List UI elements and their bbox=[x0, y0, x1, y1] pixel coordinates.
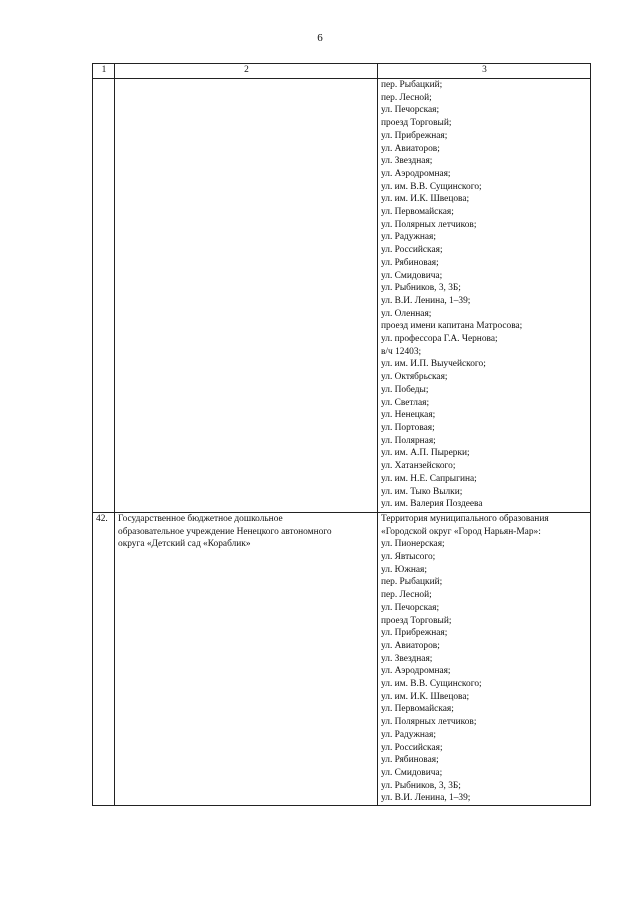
address-line: ул. Первомайская; bbox=[381, 704, 454, 715]
address-line: ул. Печорская; bbox=[381, 602, 440, 613]
address-line: ул. им. И.К. Швецова; bbox=[381, 194, 470, 205]
address-line: ул. Печорская; bbox=[381, 105, 440, 116]
table-header-row bbox=[93, 64, 591, 79]
address-line: пер. Лесной; bbox=[381, 92, 432, 103]
organization-cell bbox=[115, 79, 378, 513]
address-line: ул. Радужная; bbox=[381, 729, 436, 740]
address-line: пер. Лесной; bbox=[381, 590, 432, 601]
address-line: ул. Прибрежная; bbox=[381, 130, 448, 141]
address-line: ул. Радужная; bbox=[381, 232, 436, 243]
address-line: ул. Звездная; bbox=[381, 156, 433, 167]
address-line: ул. им. И.К. Швецова; bbox=[381, 691, 470, 702]
address-line: ул. профессора Г.А. Чернова; bbox=[381, 334, 498, 345]
address-line: пер. Рыбацкий; bbox=[381, 80, 443, 90]
address-line: ул. Авиаторов; bbox=[381, 143, 440, 154]
table-row bbox=[93, 79, 591, 513]
address-line: пер. Рыбацкий; bbox=[381, 577, 443, 588]
row-number-cell bbox=[93, 79, 115, 513]
organization-cell bbox=[115, 512, 378, 805]
table-header bbox=[93, 64, 591, 79]
column-header-2: 2 bbox=[115, 64, 378, 79]
address-line: ул. Полярных летчиков; bbox=[381, 219, 477, 230]
address-list-cell bbox=[378, 512, 591, 805]
address-line: ул. Полярная; bbox=[381, 435, 436, 446]
address-line: ул. Смидовича; bbox=[381, 270, 443, 281]
column-header-3: 3 bbox=[378, 64, 591, 79]
address-line: ул. Прибрежная; bbox=[381, 628, 448, 639]
address-line: ул. Рыбников, 3, 3Б; bbox=[381, 283, 461, 294]
address-line: проезд Торговый; bbox=[381, 118, 452, 129]
address-line: ул. Звездная; bbox=[381, 653, 433, 664]
address-line: ул. Победы; bbox=[381, 384, 429, 395]
table-row bbox=[93, 512, 591, 805]
address-line: ул. Рябиновая; bbox=[381, 257, 439, 268]
organization-line: образовательное учреждение Ненецкого автономного bbox=[118, 526, 332, 537]
address-line: ул. Южная; bbox=[381, 564, 427, 575]
address-line: ул. им. И.П. Выучейского; bbox=[381, 359, 486, 370]
address-line: ул. Первомайская; bbox=[381, 207, 454, 218]
address-line: ул. Явтысого; bbox=[381, 552, 436, 563]
table-body bbox=[93, 79, 591, 806]
document-table bbox=[92, 63, 591, 806]
address-line: ул. Аэродромная; bbox=[381, 168, 451, 179]
address-line: ул. Портовая; bbox=[381, 422, 435, 433]
page-number: 6 bbox=[317, 32, 323, 44]
address-line: ул. В.И. Ленина, 1–39; bbox=[381, 793, 471, 804]
address-line: ул. Российская; bbox=[381, 742, 443, 753]
address-line: ул. Рябиновая; bbox=[381, 755, 439, 766]
address-line: ул. им. Валерия Поздеева bbox=[381, 499, 483, 510]
address-line: ул. им. Тыко Вылки; bbox=[381, 486, 463, 497]
address-line: в/ч 12403; bbox=[381, 346, 422, 357]
address-line: ул. Полярных летчиков; bbox=[381, 717, 477, 728]
address-line: проезд Торговый; bbox=[381, 615, 452, 626]
address-line: ул. им. В.В. Сущинского; bbox=[381, 181, 482, 192]
address-line: ул. Пионерская; bbox=[381, 539, 445, 550]
organization-line: Государственное бюджетное дошкольное bbox=[118, 513, 283, 524]
column-header-1: 1 bbox=[93, 64, 115, 79]
row-number-cell: 42. bbox=[93, 512, 115, 805]
address-line: ул. им. А.П. Пырерки; bbox=[381, 448, 470, 459]
address-line: ул. Хатанзейского; bbox=[381, 461, 456, 472]
address-list-cell bbox=[378, 79, 591, 513]
address-line: проезд имени капитана Матросова; bbox=[381, 321, 523, 332]
address-line: ул. Авиаторов; bbox=[381, 640, 440, 651]
address-line: ул. Оленная; bbox=[381, 308, 432, 319]
address-line: ул. им. Н.Е. Сапрыгина; bbox=[381, 473, 477, 484]
address-line: ул. Российская; bbox=[381, 245, 443, 256]
address-line: ул. Рыбников, 3, 3Б; bbox=[381, 780, 461, 791]
address-line: ул. Смидовича; bbox=[381, 767, 443, 778]
address-line: «Городской округ «Город Нарьян-Мар»: bbox=[381, 526, 541, 537]
organization-line: округа «Детский сад «Кораблик» bbox=[118, 539, 251, 550]
address-line: ул. Аэродромная; bbox=[381, 666, 451, 677]
address-line: ул. В.И. Ленина, 1–39; bbox=[381, 295, 471, 306]
address-line: ул. им. В.В. Сущинского; bbox=[381, 679, 482, 690]
address-line: ул. Ненецкая; bbox=[381, 410, 436, 421]
address-line: Территория муниципального образования bbox=[381, 513, 549, 524]
address-line: ул. Светлая; bbox=[381, 397, 430, 408]
address-line: ул. Октябрьская; bbox=[381, 372, 448, 383]
